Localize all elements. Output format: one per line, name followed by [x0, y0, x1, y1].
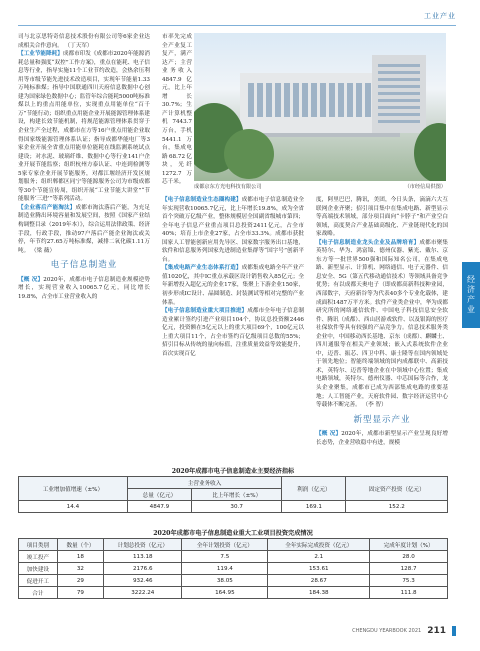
photo-caption: 成都京东方光电科技有限公司 （市经信局供图） [194, 184, 446, 190]
section-heading: 电子信息制造业 [50, 260, 118, 271]
table-2-title: 2020年成都市电子信息制造业重大工业项目投资完成情况 [153, 530, 313, 537]
table-cell: 75.3 [370, 575, 448, 587]
paragraph: 度，阿里巴巴，腾讯，美团，今日头条，滴滴六大互联网企业齐聚；招引项目集中在集成电路、新型显示等高端技术领域，部分项目面向“卡脖子”和产业空白领域，高度契合产业基础高级化、产业链现代化的国家战略。 [316, 197, 448, 238]
table-cell: 152.2 [346, 501, 448, 513]
page-footer [352, 626, 456, 636]
paragraph: 司与北京思特奇信息技术股份有限公司等6家企业达成相关合作意向。 （丁天军） [18, 34, 150, 49]
table-cell: 113.18 [104, 551, 182, 563]
table-cell: 合计 [19, 587, 58, 599]
table-row [19, 501, 448, 513]
factory-photo [194, 33, 446, 181]
side-section-tab: 经济产业 [462, 262, 480, 328]
table-cell: 14.4 [19, 501, 128, 513]
table-cell: 7.5 [182, 551, 268, 563]
section-heading: 新型显示产业 [353, 414, 411, 425]
table-row [19, 575, 448, 587]
page-number: 211 [427, 626, 446, 636]
table-cell: 4847.9 [127, 501, 191, 513]
table-cell: 153.61 [268, 563, 370, 575]
table-cell: 169.1 [282, 501, 346, 513]
paragraph: 【概 况】2020年，成都市新型显示产业呈现良好增长态势，企业营收稳中有进，规模 [316, 431, 448, 446]
table-cell: 2176.6 [104, 563, 182, 575]
table-cell: 18 [57, 551, 104, 563]
paragraph: 【集成电路产业生态体系打造】成都集成电路全年产业产值1020亿，其中IC重点承载区设计销售收入85亿元；全年新增投入超亿元的企业17家，集聚上下游企业150家，初步形成IC设计、晶圆制造、封装测试等相对完整的产业体系。 [162, 265, 304, 306]
table-cell: 30.7 [192, 501, 282, 513]
table-row [19, 563, 448, 575]
table-cell: 3222.24 [104, 587, 182, 599]
paragraph: 【企业落后产能淘汰】成都市淘汰落后产能，为充足制造业腾出环境容量和发展空间，按照《国家产业结构调整目录（2019年本）》，综合运用法律政策、经济手段，行政手段，推动97户落后产能企业淘汰或关停，年节约27.65万吨标准煤，减排二氧化碳1.11万吨。 （梁 薇） [18, 204, 150, 254]
paragraph: 【概 况】2020年，成都市电子信息制造业规模逆势增长，实现营业收入10065.7亿元，同比增长19.8%，占全市工业营业收入的 [18, 276, 150, 300]
table-row [19, 587, 448, 599]
table-major-projects: 项目类别 数量（个） 计划总投资（亿元） 全年计划投资（亿元） 全年实际完成投资（亿元） 完成年度计划（%） 竣工投产 18 113.18 7.5 2.1 28.0 加快建设 32 2176.6 119.4 153.61 128.7 促进开工 29 932.46 38.05 28.67 75.3 合计 79 3222.24 164.95 184.38 111.8 [18, 538, 448, 599]
header-section-label: 工业产业 [424, 12, 456, 20]
column-2-body [162, 196, 304, 358]
table-cell: 932.46 [104, 575, 182, 587]
paragraph: 【电子信息制造业龙头企业及品牌培育】成都市聚集英特尔、华为、鸿富锦、德州仪器、紫光、戴尔、京东方等一批世界500强和国际知名公司，在集成电路、新型显示、计算机、网络通信、电子元器件、信息安全、5G（第五代移动通信技术）等领域具备竞争优势；有以成都天奥电子（即成都高新科技种业园，西部数字，天府新谷等为代表40多个专业化载体，建成面积1487万平方米。软件产业类企业中，华为成都研究所的网络通信软件、中国电子科技信息安全软件、腾讯（成都）、西山居游戏软件、以及银海的医疗社保软件等具有较强的产品竞争力。信息技术服务类企业中，中国移动西长基地、京东（成都）、麒麟士、四川通服等在相关产业领域；嵌入式系统软件企业中，迈普、振芯、四卫中科、康士隆等在国内领域处于领先地位；智能终端领域的国内成都联中、高新技术，英特尔、迈普等地企业在中领域中心位置；集成电路领域，英特尔、德州仪器、中芯国际等合作，龙头企业聚集，成都市已成为西部集成电路的重要基地；人工智能产业，天府软件园、数字经济运营中心等载体不断完善。 （李 智） [316, 239, 448, 409]
table-cell: 111.8 [370, 587, 448, 599]
paragraph: 【电子信息制造业重大项目推进】成都市全年电子信息制造业累计签约引进产业项目104个，协议总投资额2446亿元，投资额在5亿元以上的重大项目69个，100亿元以上重大项目11个，占全市签约百亿级项目总数的55%；招引目标从传统的量向标值，注重质量效益等效能提升，首次实现百亿 [162, 308, 304, 357]
table-cell: 加快建设 [19, 563, 58, 575]
table-cell: 119.4 [182, 563, 268, 575]
table-cell: 32 [57, 563, 104, 575]
column-3 [316, 196, 448, 447]
table-cell: 28.67 [268, 575, 370, 587]
paragraph: 【电子信息制造业生态圈构建】成都市电子信息制造业全年实现营收10065.7亿元，比上年增长19.8%，成为全省首个突破万亿级产业，整体规模居全国副省级城市第四；全年电子信息产业重点项目总投资2411亿元，占全市40%；培育上市企业27家，占全市33.3%。成都市获批国家人工智能创新应用先导区、国家数字服务出口基地，软件和信息服务列国家先进制造业集群等“国字号”创新平台。 [162, 197, 304, 263]
table-1-title: 2020年成都市电子信息制造业主要经济指标 [171, 468, 295, 475]
table-cell: 2.1 [268, 551, 370, 563]
building-shape [372, 55, 426, 133]
table-cell: 79 [57, 587, 104, 599]
tree-shape [224, 129, 274, 179]
table-economic-indicators: 工业增加值增速（±%） 主营业务收入 利润（亿元） 固定资产投资（亿元） 总量（亿元） 比上年增长（±%） 14.4 4847.9 30.7 169.1 152.2 [18, 476, 448, 513]
paragraph: 【工业节能降耗】成都市印发《成都市2020年能源消耗总量和强度“双控”工作方案》，重点在能耗、电子信息等行业，指导实施11个工业节约改造，会热余压利用等市级节能先进技术改造项目，实现年节能量1.33万吨标准煤；指导中国联通四川天府信息数据中心创建为国家绿色数据中心；监管年综合能耗5000吨标准煤以上的重点用能单位，实现重点用能单位“百千万”节能行动；组织重点用能企业开展能源管理体系建设，构建长效节能机制，将规范能源管理体系贯穿于企业生产全过程，成都市在方等16户重点用能企业取得国家级能源管理体系认证；指导成都华能电厂等3家企业开展全省重点用能单位能耗在线监测系统试点建设；对水泥、玻璃纤维、数据中心等行业141户企业开展节能监察；组织杭州方泰认证、中连到检测等5家专家企业开展节能服务，对都江堰经济开发区规划服务；组织郫都区同宁等能源服务公司为市级成都等30个节能宣传周，组织开展“工业节能大讲堂”“节能服务‘三进’”等系列活动。 [18, 51, 150, 203]
header-rule [18, 25, 456, 26]
table-row [19, 551, 448, 563]
table-cell: 28.0 [370, 551, 448, 563]
table-cell: 促进开工 [19, 575, 58, 587]
footer-bar [452, 626, 456, 636]
table-cell: 38.05 [182, 575, 268, 587]
table-cell: 128.7 [370, 563, 448, 575]
table-cell: 竣工投产 [19, 551, 58, 563]
yearbook-label: CHENGDU YEARBOOK 2021 [352, 628, 422, 634]
paragraph: 市率先完成全产业复工复产，满产达产；主营业务收入4847.9亿元，比上年增长30.7%；生产计算机整机7443.7万台，手机5441.1万台，集成电路68.72亿块，光纤1272.7万芯千米。 [162, 34, 192, 186]
table-cell: 184.38 [268, 587, 370, 599]
table-cell: 29 [57, 575, 104, 587]
column-1 [18, 33, 150, 301]
table-cell: 164.95 [182, 587, 268, 599]
